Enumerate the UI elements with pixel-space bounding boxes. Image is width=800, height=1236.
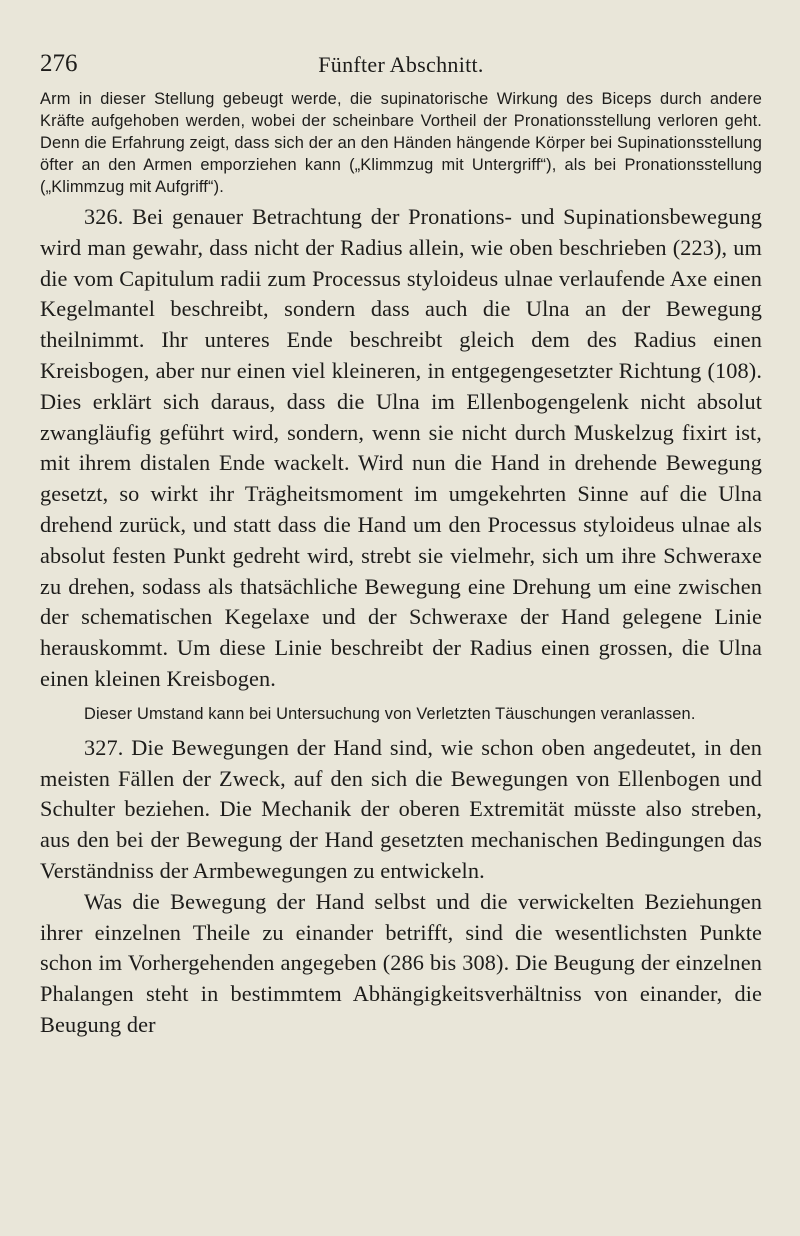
page-number: 276 bbox=[40, 50, 78, 77]
running-head: Fünfter Abschnitt. bbox=[318, 52, 484, 77]
page-header bbox=[40, 50, 762, 86]
paragraph-326: 326. Bei genauer Betrachtung der Pronations- und Supinationsbewegung wird man gewahr, dass nicht der Radius allein, wie oben beschrieben (223), um die vom Capitulum radii zum Processus styloideus ulnae verlaufende Axe einen Kegelmantel beschreibt, sondern dass auch die Ulna an der Bewegung theilnimmt. Ihr unteres Ende beschreibt gleich dem des Radius einen Kreisbogen, aber nur einen viel kleineren, in entgegengesetzter Richtung (108). Dies erklärt sich daraus, dass die Ulna im Ellenbogengelenk nicht absolut zwangläufig geführt wird, sondern, wenn sie nicht durch Muskelzug fixirt ist, mit ihrem distalen Ende wackelt. Wird nun die Hand in drehende Bewegung gesetzt, so wirkt ihr Trägheitsmoment im umgekehrten Sinne auf die Ulna drehend zurück, und statt dass die Hand um den Processus styloideus ulnae als absolut festen Punkt gedreht wird, strebt sie vielmehr, sich um ihre Schweraxe zu drehen, sodass als thatsächliche Bewegung eine Drehung um eine zwischen der schematischen Kegelaxe und der Schweraxe der Hand gelegene Linie herauskommt. Um diese Linie beschreibt der Radius einen grossen, die Ulna einen kleinen Kreisbogen. bbox=[40, 204, 762, 691]
paragraph-327: 327. Die Bewegungen der Hand sind, wie schon oben angedeutet, in den meisten Fällen der Zweck, auf den sich die Bewegungen von Ellenbogen und Schulter beziehen. Die Mechanik der oberen Extremität müsste also streben, aus den bei der Bewegung der Hand gesetzten mechanischen Bedingungen das Verständniss der Armbewegungen zu entwickeln. bbox=[40, 734, 762, 883]
paragraph-continuation: Arm in dieser Stellung gebeugt werde, die supinatorische Wirkung des Biceps durch andere Kräfte aufgehoben werden, wobei der scheinbare Vortheil der Pronationsstellung verloren geht. Denn die Erfahrung zeigt, dass sich der an den Händen hängende Körper bei Supinationsstellung öfter an den Armen emporziehen kann („Klimmzug mit Untergriff“), als bei Pronationsstellung („Klimmzug mit Aufgriff“). bbox=[40, 90, 762, 196]
paragraph-note: Dieser Umstand kann bei Untersuchung von Verletzten Täuschungen veranlassen. bbox=[84, 704, 696, 723]
paragraph-hand-movement: Was die Bewegung der Hand selbst und die verwickelten Beziehungen ihrer einzelnen Theile zu einander betrifft, sind die wesentlichsten Punkte schon im Vorhergehenden angegeben (286 bis 308). Die Beugung der einzelnen Phalangen steht in bestimmtem Abhängigkeitsverhältniss von einander, die Beugung der bbox=[40, 888, 762, 1037]
